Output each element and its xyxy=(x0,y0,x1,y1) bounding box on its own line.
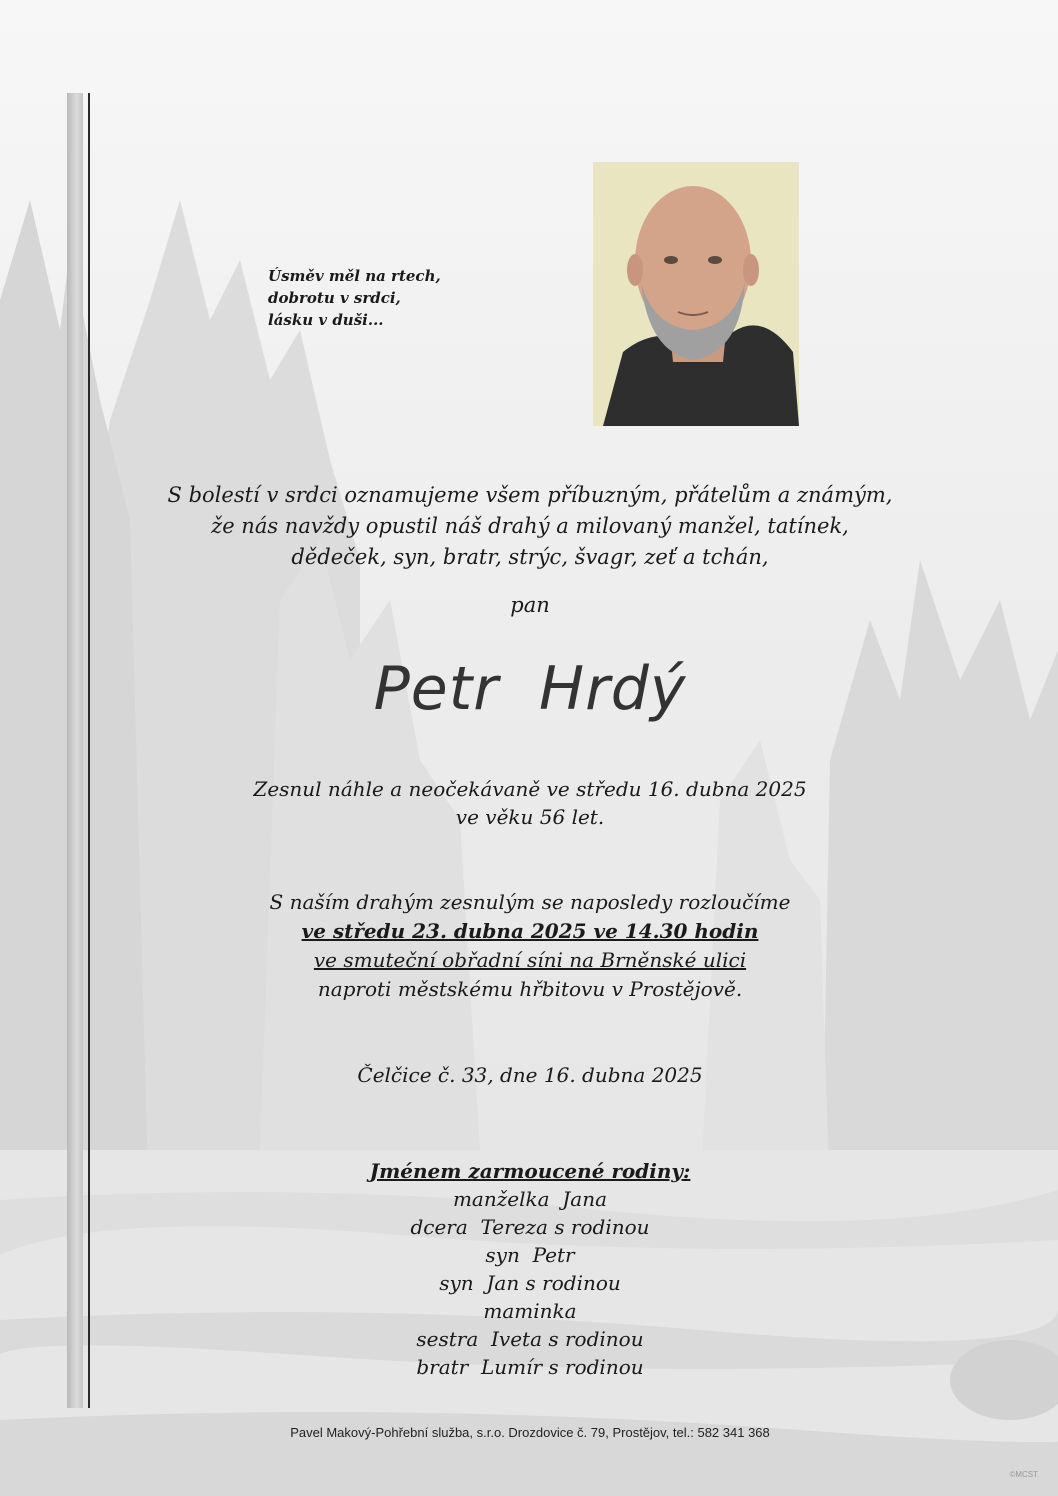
family-member: syn Petr xyxy=(485,1243,575,1267)
quote-line: Úsměv měl na rtech, xyxy=(268,267,441,285)
family-list xyxy=(100,1157,960,1381)
announcement-line: že nás navždy opustil náš drahý a milovaný manžel, tatínek, xyxy=(211,514,849,538)
farewell-details xyxy=(100,888,960,1004)
announcement-line: dědeček, syn, bratr, strýc, švagr, zeť a tchán, xyxy=(291,545,769,569)
announcement-text xyxy=(100,480,960,573)
portrait-photo xyxy=(593,162,799,426)
family-heading: Jménem zarmoucené rodiny: xyxy=(369,1159,691,1183)
death-line: ve věku 56 let. xyxy=(455,805,605,829)
death-notice xyxy=(100,775,960,831)
watermark: ©MCST xyxy=(1009,1470,1038,1479)
death-line: Zesnul náhle a neočekávaně ve středu 16. dubna 2025 xyxy=(253,777,807,801)
quote-line: lásku v duši... xyxy=(268,311,384,329)
quote-line: dobrotu v srdci, xyxy=(268,289,401,307)
family-member: maminka xyxy=(483,1299,577,1323)
family-member: bratr Lumír s rodinou xyxy=(416,1355,644,1379)
decorative-side-bar xyxy=(67,93,83,1408)
place-and-date: Čelčice č. 33, dne 16. dubna 2025 xyxy=(357,1063,703,1087)
announcement-line: S bolestí v srdci oznamujeme všem příbuzným, přátelům a známým, xyxy=(167,483,893,507)
salutation: pan xyxy=(510,593,550,617)
deceased-name: Petr Hrdý xyxy=(373,654,687,724)
family-member: syn Jan s rodinou xyxy=(439,1271,621,1295)
farewell-date-time: ve středu 23. dubna 2025 ve 14.30 hodin xyxy=(301,919,759,943)
family-member: sestra Iveta s rodinou xyxy=(416,1327,644,1351)
decorative-side-line xyxy=(88,93,90,1408)
farewell-line: S naším drahým zesnulým se naposledy rozloučíme xyxy=(269,890,791,914)
family-member: dcera Tereza s rodinou xyxy=(410,1215,650,1239)
memorial-quote xyxy=(268,265,508,331)
farewell-venue: ve smuteční obřadní síni na Brněnské ulici xyxy=(313,948,747,972)
farewell-location: naproti městskému hřbitovu v Prostějově. xyxy=(317,977,743,1001)
family-member: manželka Jana xyxy=(452,1187,608,1211)
funeral-service-footer: Pavel Makový-Pohřební služba, s.r.o. Drozdovice č. 79, Prostějov, tel.: 582 341 368 xyxy=(290,1425,770,1440)
